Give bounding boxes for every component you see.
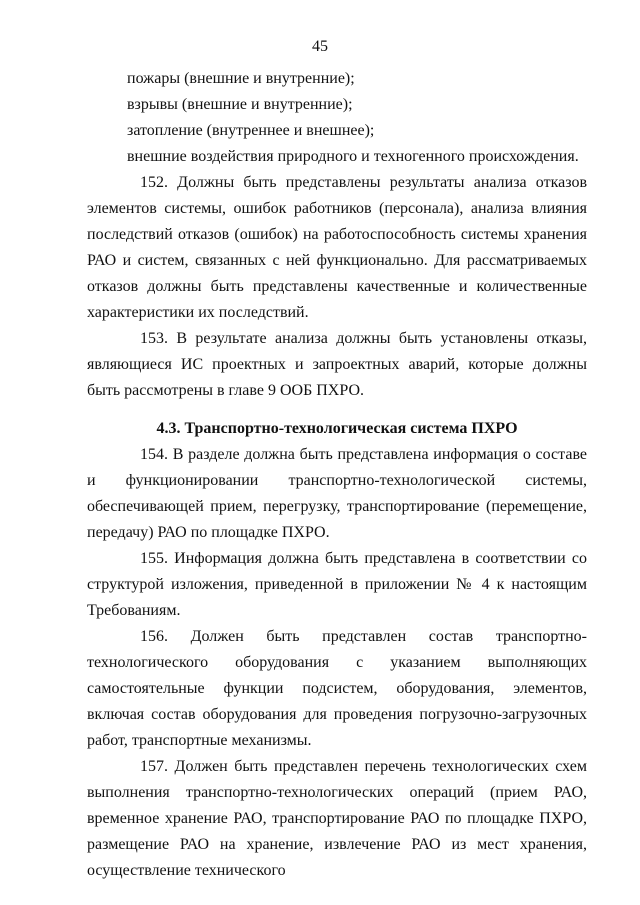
list-item-fires: пожары (внешние и внутренние);	[127, 70, 355, 87]
paragraph-154: 154. В разделе должна быть представлена информация о составе и функционировании транспортно-технологической системы, обеспечивающей прием, перегрузку, транспортирование (перемещение, передачу) РАО по площадке ПХРО.	[87, 446, 587, 541]
page-content	[87, 66, 587, 884]
paragraph-157: 157. Должен быть представлен перечень технологических схем выполнения транспортно-технологических операций (прием РАО, временное хранение РАО, транспортирование РАО по площадке ПХРО, размещение РАО на хранение, извлечение РАО из мест хранения, осуществление технического	[87, 758, 587, 879]
paragraph-152: 152. Должны быть представлены результаты анализа отказов элементов системы, ошибок работников (персонала), анализа влияния последствий отказов (ошибок) на работоспособность системы хранения РАО и систем, связанных с ней функционально. Для рассматриваемых отказов должны быть представлены качественные и количественные характеристики их последствий.	[87, 174, 587, 321]
paragraph-156: 156. Должен быть представлен состав транспортно-технологического оборудования с указанием выполняющих самостоятельные функции подсистем, оборудования, элементов, включая состав оборудования для проведения погрузочно-загрузочных работ, транспортные механизмы.	[87, 628, 587, 749]
paragraph-155: 155. Информация должна быть представлена в соответствии со структурой изложения, приведенной в приложении № 4 к настоящим Требованиям.	[87, 550, 587, 619]
list-item-explosions: взрывы (внешние и внутренние);	[127, 96, 353, 113]
paragraph-153: 153. В результате анализа должны быть установлены отказы, являющиеся ИС проектных и запроектных аварий, которые должны быть рассмотрены в главе 9 ООБ ПХРО.	[87, 330, 587, 399]
section-heading: 4.3. Транспортно-технологическая система ПХРО	[156, 420, 518, 437]
page-number: 45	[312, 38, 328, 55]
list-item-external-impacts: внешние воздействия природного и техногенного происхождения.	[127, 148, 579, 165]
list-item-flooding: затопление (внутреннее и внешнее);	[127, 122, 375, 139]
